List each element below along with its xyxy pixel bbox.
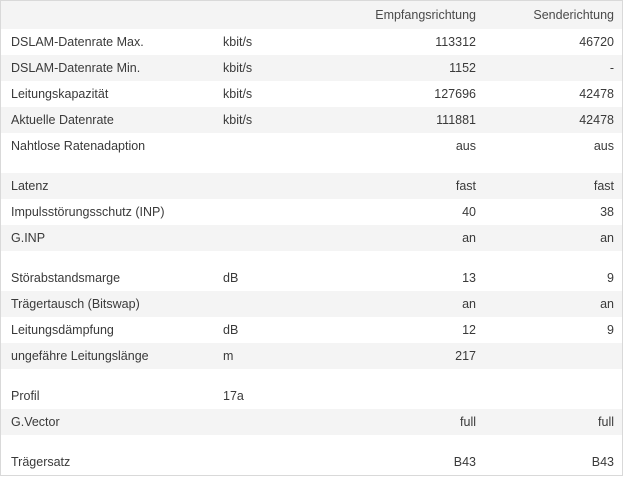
- header-downstream: Empfangsrichtung: [344, 1, 484, 29]
- row-unit: kbit/s: [219, 55, 344, 81]
- row-label: Leitungsdämpfung: [1, 317, 219, 343]
- table-row: [1, 107, 622, 133]
- row-label: G.Vector: [1, 409, 219, 435]
- table-spacer-row: [1, 251, 622, 265]
- row-upstream-value: full: [484, 409, 622, 435]
- table-body: [1, 29, 622, 475]
- row-unit: [219, 173, 344, 199]
- header-upstream: Senderichtung: [484, 1, 622, 29]
- row-downstream-value: aus: [344, 133, 484, 159]
- table-row: [1, 409, 622, 435]
- row-unit: [219, 133, 344, 159]
- row-upstream-value: 42478: [484, 81, 622, 107]
- row-label: Profil: [1, 383, 219, 409]
- table-row: [1, 343, 622, 369]
- table-row: [1, 291, 622, 317]
- spacer-cell: [1, 159, 622, 173]
- row-upstream-value: fast: [484, 173, 622, 199]
- row-upstream-value: 42478: [484, 107, 622, 133]
- row-downstream-value: B43: [344, 449, 484, 475]
- row-label: DSLAM-Datenrate Min.: [1, 55, 219, 81]
- table-row: [1, 133, 622, 159]
- row-upstream-value: an: [484, 291, 622, 317]
- row-unit: dB: [219, 265, 344, 291]
- row-upstream-value: [484, 383, 622, 409]
- table-row: [1, 449, 622, 475]
- row-upstream-value: -: [484, 55, 622, 81]
- row-label: DSLAM-Datenrate Max.: [1, 29, 219, 55]
- row-downstream-value: 13: [344, 265, 484, 291]
- row-unit: kbit/s: [219, 81, 344, 107]
- row-unit: [219, 225, 344, 251]
- row-downstream-value: [344, 383, 484, 409]
- table-spacer-row: [1, 369, 622, 383]
- row-upstream-value: an: [484, 225, 622, 251]
- dsl-stats-table: [1, 1, 622, 475]
- table-spacer-row: [1, 435, 622, 449]
- row-label: Nahtlose Ratenadaption: [1, 133, 219, 159]
- row-downstream-value: fast: [344, 173, 484, 199]
- header-unit: [219, 1, 344, 29]
- row-label: Störabstandsmarge: [1, 265, 219, 291]
- row-unit: dB: [219, 317, 344, 343]
- row-unit: kbit/s: [219, 107, 344, 133]
- row-downstream-value: 113312: [344, 29, 484, 55]
- row-downstream-value: 217: [344, 343, 484, 369]
- row-upstream-value: B43: [484, 449, 622, 475]
- row-downstream-value: 40: [344, 199, 484, 225]
- header-label: [1, 1, 219, 29]
- row-upstream-value: 9: [484, 317, 622, 343]
- row-label: G.INP: [1, 225, 219, 251]
- row-unit: m: [219, 343, 344, 369]
- row-label: Trägersatz: [1, 449, 219, 475]
- row-label: Trägertausch (Bitswap): [1, 291, 219, 317]
- row-downstream-value: 12: [344, 317, 484, 343]
- row-label: Leitungskapazität: [1, 81, 219, 107]
- row-upstream-value: 46720: [484, 29, 622, 55]
- row-downstream-value: an: [344, 225, 484, 251]
- row-upstream-value: aus: [484, 133, 622, 159]
- table-row: [1, 81, 622, 107]
- row-label: Impulsstörungsschutz (INP): [1, 199, 219, 225]
- row-unit: [219, 449, 344, 475]
- spacer-cell: [1, 435, 622, 449]
- table-row: [1, 173, 622, 199]
- row-upstream-value: 38: [484, 199, 622, 225]
- row-unit: [219, 409, 344, 435]
- row-downstream-value: an: [344, 291, 484, 317]
- table-row: [1, 317, 622, 343]
- table-header-row: [1, 1, 622, 29]
- row-upstream-value: 9: [484, 265, 622, 291]
- table-row: [1, 383, 622, 409]
- row-downstream-value: 111881: [344, 107, 484, 133]
- table-row: [1, 265, 622, 291]
- row-downstream-value: full: [344, 409, 484, 435]
- table-row: [1, 225, 622, 251]
- row-unit: [219, 291, 344, 317]
- table-spacer-row: [1, 159, 622, 173]
- row-unit: kbit/s: [219, 29, 344, 55]
- row-downstream-value: 127696: [344, 81, 484, 107]
- row-label: Aktuelle Datenrate: [1, 107, 219, 133]
- spacer-cell: [1, 369, 622, 383]
- row-label: Latenz: [1, 173, 219, 199]
- spacer-cell: [1, 251, 622, 265]
- table-row: [1, 29, 622, 55]
- table-row: [1, 199, 622, 225]
- table-row: [1, 55, 622, 81]
- row-label: ungefähre Leitungslänge: [1, 343, 219, 369]
- row-downstream-value: 1152: [344, 55, 484, 81]
- row-unit: 17a: [219, 383, 344, 409]
- row-upstream-value: [484, 343, 622, 369]
- row-unit: [219, 199, 344, 225]
